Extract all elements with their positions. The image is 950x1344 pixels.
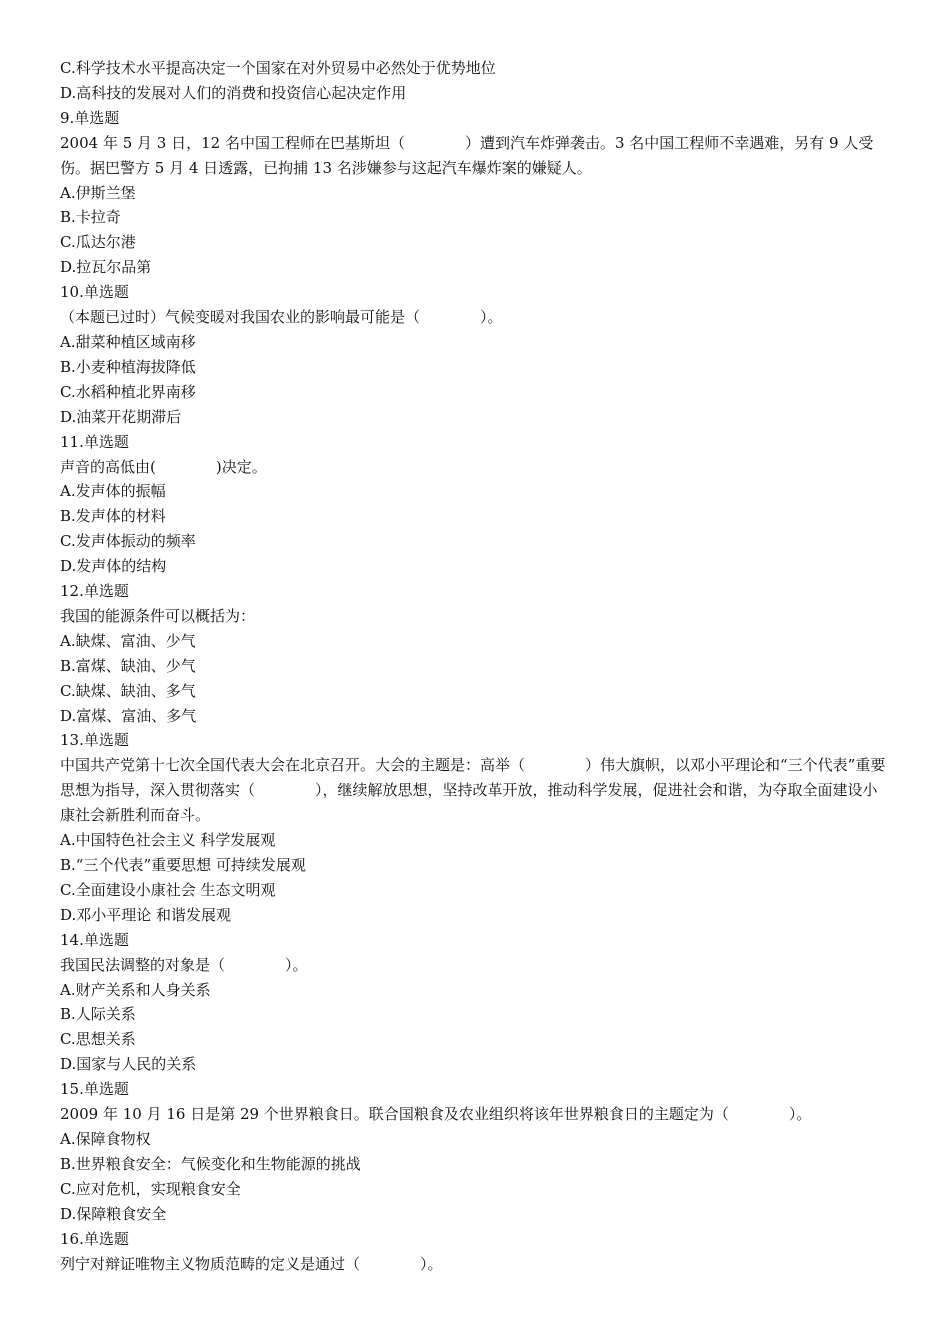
- question-header: 14.单选题: [60, 930, 129, 949]
- question-stem: 声音的高低由( )决定。: [60, 457, 267, 476]
- question-header: 11.单选题: [60, 432, 129, 451]
- option-line: D.国家与人民的关系: [60, 1055, 197, 1074]
- option-line: A.财产关系和人身关系: [60, 980, 211, 999]
- question-13: [60, 728, 892, 927]
- question-11: [60, 430, 892, 579]
- option-line: B.发声体的材料: [60, 507, 166, 526]
- option-line: B.“三个代表”重要思想 可持续发展观: [60, 856, 306, 874]
- option-line: C.瓜达尔港: [60, 233, 136, 252]
- question-header: 9.单选题: [60, 108, 120, 127]
- option-line: C.发声体振动的频率: [60, 532, 196, 551]
- option-line: D.高科技的发展对人们的消费和投资信心起决定作用: [60, 83, 407, 102]
- option-line: C.思想关系: [60, 1030, 136, 1049]
- option-line: C.应对危机，实现粮食安全: [60, 1179, 241, 1198]
- question-12: [60, 579, 892, 728]
- question-stem: 2009 年 10 月 16 日是第 29 个世界粮食日。联合国粮食及农业组织将该年世界粮食日的主题定为（ ）。: [60, 1105, 812, 1124]
- option-line: C.全面建设小康社会 生态文明观: [60, 880, 276, 899]
- option-line: A.保障食物权: [60, 1129, 151, 1148]
- question-15: [60, 1077, 892, 1226]
- option-line: B.世界粮食安全：气候变化和生物能源的挑战: [60, 1154, 361, 1173]
- option-line: D.拉瓦尔品第: [60, 258, 152, 277]
- question-stem: 我国民法调整的对象是（ ）。: [60, 955, 308, 974]
- option-line: B.人际关系: [60, 1005, 136, 1024]
- option-line: A.中国特色社会主义 科学发展观: [60, 831, 276, 850]
- option-line: A.甜菜种植区域南移: [60, 332, 196, 351]
- question-stem: 2004 年 5 月 3 日，12 名中国工程师在巴基斯坦（ ）遭到汽车炸弹袭击。3 名中国工程师不幸遇难，另有 9 人受伤。据巴警方 5 月 4 日透露，已拘捕 13 名涉嫌参与这起汽车爆炸案的嫌疑人。: [60, 133, 874, 177]
- option-line: D.保障粮食安全: [60, 1204, 167, 1223]
- question-header: 12.单选题: [60, 582, 129, 601]
- option-line: C.水稻种植北界南移: [60, 382, 196, 401]
- option-line: C.科学技术水平提高决定一个国家在对外贸易中必然处于优势地位: [60, 59, 496, 77]
- question-14: [60, 928, 892, 1077]
- question-header: 10.单选题: [60, 283, 129, 302]
- question-stem: 我国的能源条件可以概括为：: [60, 606, 256, 625]
- option-line: D.富煤、富油、多气: [60, 706, 197, 725]
- option-line: D.邓小平理论 和谐发展观: [60, 905, 232, 924]
- option-line: A.发声体的振幅: [60, 482, 166, 501]
- option-line: B.富煤、缺油、少气: [60, 656, 196, 675]
- option-line: A.伊斯兰堡: [60, 183, 136, 202]
- option-line: C.缺煤、缺油、多气: [60, 681, 196, 700]
- question-16: [60, 1227, 892, 1277]
- question-header: 13.单选题: [60, 731, 129, 750]
- question-stem: 列宁对辩证唯物主义物质范畴的定义是通过（ ）。: [60, 1254, 443, 1273]
- question-9: [60, 106, 892, 280]
- option-line: D.发声体的结构: [60, 557, 167, 576]
- question-stem: 中国共产党第十七次全国代表大会在北京召开。大会的主题是：高举（ ）伟大旗帜，以邓小平理论和“三个代表”重要思想为指导，深入贯彻落实（ ），继续解放思想，坚持改革开放，推动科学发展，促进社会和谐，为夺取全面建设小康社会新胜利而奋斗。: [60, 756, 886, 825]
- option-line: B.卡拉奇: [60, 208, 121, 227]
- question-10: [60, 280, 892, 429]
- question-stem: （本题已过时）气候变暖对我国农业的影响最可能是（ ）。: [60, 308, 503, 327]
- question-header: 15.单选题: [60, 1080, 129, 1099]
- option-line: A.缺煤、富油、少气: [60, 631, 196, 650]
- question-header: 16.单选题: [60, 1229, 129, 1248]
- option-line: B.小麦种植海拔降低: [60, 357, 196, 376]
- option-line: D.油菜开花期滞后: [60, 407, 182, 426]
